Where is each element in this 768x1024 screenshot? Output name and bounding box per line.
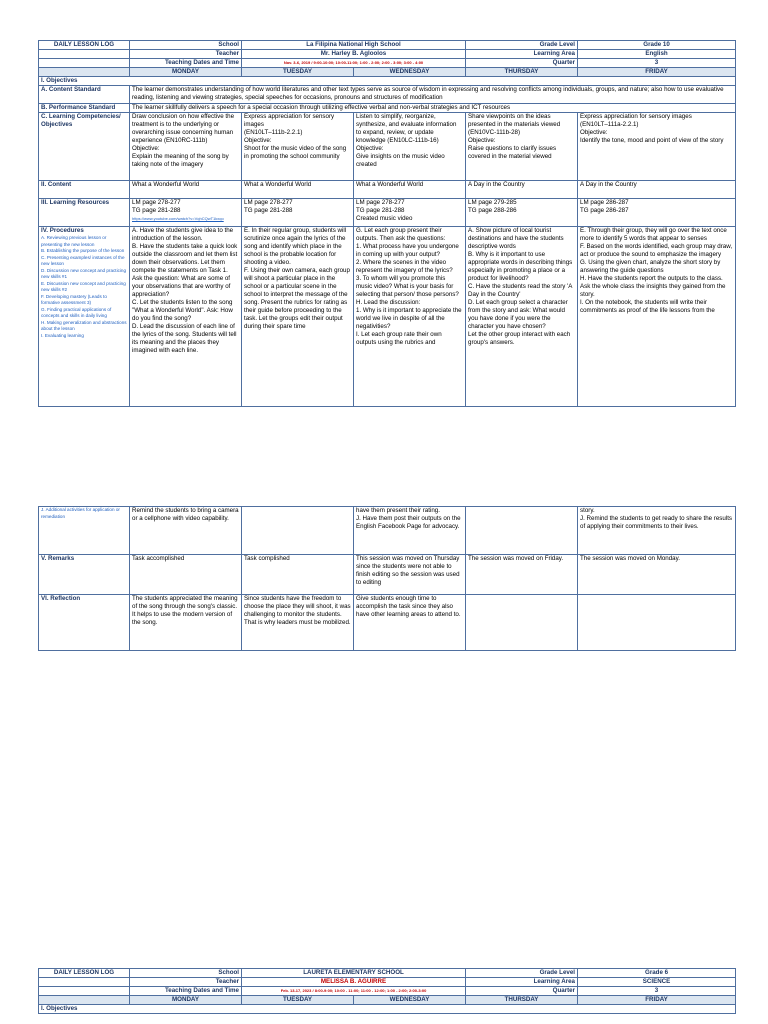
bottom-day-tuesday: TUESDAY <box>242 996 354 1005</box>
resources-wednesday: LM page 278-277 TG page 281-288 Created music video <box>354 199 466 227</box>
reflection-friday <box>578 595 736 651</box>
lesson-log-table-continued <box>38 506 736 651</box>
bottom-grade-label: Grade Level <box>466 969 578 978</box>
content-friday: A Day in the Country <box>578 181 736 199</box>
additional-wednesday: have them present their rating. J. Have them post their outputs on the English Facebook Page for advocacy. <box>354 507 466 555</box>
area-value: English <box>578 50 736 59</box>
area-label: Learning Area <box>466 50 578 59</box>
dates-value: Nov. 3-6, 2019 / 9:00-10:00; 10:00-11:00; 1:00 - 2:00; 2:00 - 3:00; 3:00 - 4:00 <box>242 59 466 68</box>
procedure-step-e: E. Discussion new concept and practicing new skills #2 <box>41 280 126 292</box>
teacher-label: Teacher <box>130 50 242 59</box>
competency-friday: Express appreciation for sensory images (EN10LT–111a-2.2.1) Objective: Identify the tone, mood and point of view of the story <box>578 113 736 181</box>
content-standard: The learner demonstrates understanding of how world literatures and other text types serve as source of wisdom in expressing and resolving conflicts among individuals, groups, and nature; also how to use evaluative reading, listening and viewing strategies, special speeches for occasions, pronouns and structures of modification <box>130 86 736 104</box>
bottom-teacher-value: MELISSA B. AGUIRRE <box>242 978 466 987</box>
bottom-teacher-label: Teacher <box>130 978 242 987</box>
procedure-step-g: G. Finding practical applications of concepts and skills in daily living <box>41 306 112 318</box>
bottom-quarter-label: Quarter <box>466 987 578 996</box>
additional-friday: story. J. Remind the students to get ready to share the results of applying their commitments to their lives. <box>578 507 736 555</box>
resources-thursday: LM page 279-285 TG page 288-286 <box>466 199 578 227</box>
procedure-step-a: A. Reviewing previous lesson or presenting the new lesson <box>41 235 107 247</box>
bottom-day-monday: MONDAY <box>130 996 242 1005</box>
procedure-friday: E. Through their group, they will go over the text once more to identify 5 words that appear to senses F. Based on the words identified, each group may draw, act or produce the sound to emphasize the imagery G. Using the given chart, analyze the short story by answering the guide questions H. Have the students report the outputs to the class. Ask the whole class the insights they gained from the story. I. On the notebook, the students will write their commitments as proof of the life lessons from the <box>578 227 736 407</box>
competency-thursday: Share viewpoints on the ideas presented in the materials viewed (EN10VC-111b-28) Objective: Raise questions to clarify issues covered in the material viewed <box>466 113 578 181</box>
remarks-wednesday: This session was moved on Thursday since the students were not able to finish editing so the session was used to editing <box>354 555 466 595</box>
resources-label: III. Learning Resources <box>39 199 130 227</box>
bottom-day-thursday: THURSDAY <box>466 996 578 1005</box>
remarks-friday: The session was moved on Monday. <box>578 555 736 595</box>
bottom-dates-label: Teaching Dates and Time <box>130 987 242 996</box>
procedure-step-h: H. Making generalization and abstractions about the lesson <box>41 319 127 331</box>
resources-link[interactable]: https://www.youtube.com/watch?v=VqhCQwT1kxqo <box>132 216 224 221</box>
procedure-thursday: A. Show picture of local tourist destinations and have the students descriptive words B. Why is it important to use appropriate words in describing things especially in promoting a place or a product for livelihood? C. Have the students read the story 'A Day in the Country' D. Let each group select a character from the story and ask: What would you have done if you were the character you have chosen? Let the other group interact with each group's answers. <box>466 227 578 407</box>
reflection-wednesday: Give students enough time to accomplish the task since they also have other learning areas to attend to. <box>354 595 466 651</box>
procedure-step-i: I. Evaluating learning <box>41 332 84 338</box>
competencies-label: C. Learning Competencies/ Objectives <box>39 113 130 181</box>
day-wednesday: WEDNESDAY <box>354 68 466 77</box>
day-monday: MONDAY <box>130 68 242 77</box>
day-tuesday: TUESDAY <box>242 68 354 77</box>
competency-tuesday: Express appreciation for sensory images (EN10LT–111b-2.2.1) Objective: Shoot for the music video of the song in promoting the school community <box>242 113 354 181</box>
lesson-log-table-top <box>38 40 736 407</box>
bottom-log-title: DAILY LESSON LOG <box>39 969 130 978</box>
bottom-area-label: Learning Area <box>466 978 578 987</box>
procedure-tuesday: E. In their regular group, students will scrutinize once again the lyrics of the song and identify which place in the school is the probable location for shooting a video. F. Using their own camera, each group will shoot a particular place in the school or a particular scene in the school to interpret the message of the song. Present the rubrics for rating as their guide before proceeding to the task. Let the groups edit their output during their spare time <box>242 227 354 407</box>
content-wednesday: What a Wonderful World <box>354 181 466 199</box>
remarks-tuesday: Task complished <box>242 555 354 595</box>
resources-friday: LM page 286-287 TG page 286-287 <box>578 199 736 227</box>
remarks-thursday: The session was moved on Friday. <box>466 555 578 595</box>
grade-label: Grade Level <box>466 41 578 50</box>
objectives-heading: I. Objectives <box>39 77 736 86</box>
grade-value: Grade 10 <box>578 41 736 50</box>
procedures-label: IV. Procedures <box>41 227 84 234</box>
quarter-label: Quarter <box>466 59 578 68</box>
competency-monday: Draw conclusion on how effective the treatment is to the underlying or overarching issue concerning human experience (EN10RC-111b) Objective: Explain the meaning of the song by taking note of the imagery <box>130 113 242 181</box>
reflection-monday: The students appreciated the meaning of the song through the song's classic. It helps to use the modern version of the song. <box>130 595 242 651</box>
day-thursday: THURSDAY <box>466 68 578 77</box>
content-standard-label: A. Content Standard <box>39 86 130 104</box>
procedure-step-d: D. Discussion new concept and practicing new skills #1 <box>41 267 127 279</box>
resources-tuesday: LM page 278-277 TG page 281-288 <box>242 199 354 227</box>
content-thursday: A Day in the Country <box>466 181 578 199</box>
day-friday: FRIDAY <box>578 68 736 77</box>
competency-wednesday: Listen to simplify, reorganize, synthesize, and evaluate information to expand, review, or update knowledge (EN10LC-111b-16) Objective: Give insights on the music video created <box>354 113 466 181</box>
procedure-wednesday: G. Let each group present their outputs. Then ask the questions: 1. What process have you undergone in coming up with your output? 2. Where the scenes in the video represent the imagery of the lyrics? 3. To whom will you promote this music video? What is your basis for selecting that person/ those persons? H. Lead the discussion: 1. Why is it important to appreciate the world we live in despite of all the negativities? I. Let each group rate their own outputs using the rubrics and <box>354 227 466 407</box>
school-value: La Filipina National High School <box>242 41 466 50</box>
resources-monday: LM page 278-277 TG page 281-288 <box>132 199 181 214</box>
teacher-value: Mr. Harley B. Agloolos <box>242 50 466 59</box>
procedure-step-f: F. Developing mastery (Leads to formative assessment 3) <box>41 293 107 305</box>
reflection-label: VI. Reflection <box>39 595 130 651</box>
bottom-dates-value: Feb. 13-17, 2023 / 8:00-9:00; 10:00 - 11:00; 11:00 - 12:00; 1:00 - 2:00; 2:00-3:00 <box>242 987 466 996</box>
procedure-step-c: C. Presenting examples/ instances of the new lesson <box>41 254 125 266</box>
reflection-tuesday: Since students have the freedom to choose the place they will shoot, it was challenging to monitor the students. That is why leaders must be mobilized. <box>242 595 354 651</box>
procedure-monday: A. Have the students give idea to the introduction of the lesson. B. Have the students take a quick look outside the classroom and let them list down their observations. Let them compete the statements on Task 1. Ask the question: What are some of your observations that are worthy of appreciation? C. Let the students listen to the song "What a Wonderful World". Ask: How do you find the song? D. Lead the discussion of each line of the lyrics of the song. Students will tell its meaning and the places they imagined with each line. <box>130 227 242 407</box>
bottom-grade-value: Grade 6 <box>578 969 736 978</box>
performance-standard: The learner skillfully delivers a speech for a special occasion through utilizing effective verbal and non-verbal strategies and ICT resources <box>130 104 736 113</box>
dates-label: Teaching Dates and Time <box>130 59 242 68</box>
bottom-school-value: LAURETA ELEMENTARY SCHOOL <box>242 969 466 978</box>
additional-thursday <box>466 507 578 555</box>
lesson-log-table-bottom <box>38 968 736 1014</box>
additional-label: J. Additional activities for application or remediation <box>39 507 130 555</box>
bottom-day-friday: FRIDAY <box>578 996 736 1005</box>
remarks-monday: Task accomplished <box>130 555 242 595</box>
quarter-value: 3 <box>578 59 736 68</box>
bottom-area-value: SCIENCE <box>578 978 736 987</box>
content-tuesday: What a Wonderful World <box>242 181 354 199</box>
bottom-objectives-heading: I. Objectives <box>39 1005 736 1014</box>
bottom-quarter-value: 3 <box>578 987 736 996</box>
reflection-thursday <box>466 595 578 651</box>
bottom-school-label: School <box>130 969 242 978</box>
performance-standard-label: B. Performance Standard <box>39 104 130 113</box>
content-label: II. Content <box>39 181 130 199</box>
bottom-day-wednesday: WEDNESDAY <box>354 996 466 1005</box>
procedure-step-b: B. Establishing the purpose of the lesson <box>41 248 125 253</box>
content-monday: What a Wonderful World <box>130 181 242 199</box>
additional-monday: Remind the students to bring a camera or a cellphone with video capability. <box>130 507 242 555</box>
additional-tuesday <box>242 507 354 555</box>
school-label: School <box>130 41 242 50</box>
log-title: DAILY LESSON LOG <box>39 41 130 50</box>
remarks-label: V. Remarks <box>39 555 130 595</box>
